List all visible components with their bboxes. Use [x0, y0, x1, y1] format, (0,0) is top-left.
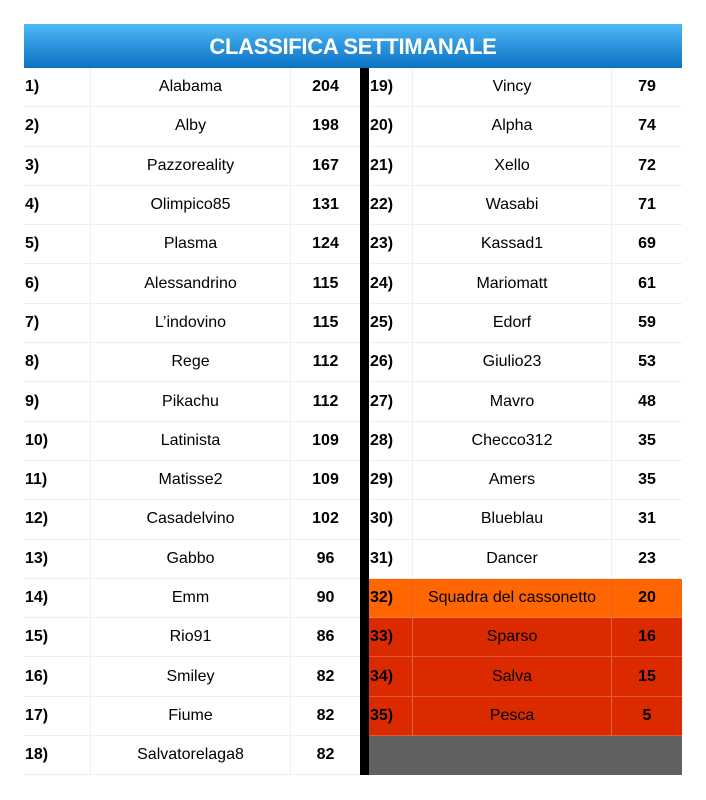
team-name: Squadra del cassonetto — [413, 579, 612, 617]
score: 53 — [638, 353, 656, 371]
score: 115 — [312, 313, 339, 331]
table-row — [369, 461, 682, 500]
score: 74 — [638, 117, 656, 135]
score: 16 — [638, 628, 656, 646]
right-column — [369, 68, 682, 775]
team-name: Edorf — [413, 304, 612, 342]
rank: 16) — [24, 657, 91, 695]
team-name: Latinista — [91, 422, 291, 460]
score: 198 — [312, 117, 339, 135]
table-row — [24, 304, 360, 343]
rank: 5) — [24, 225, 91, 263]
table-row — [24, 422, 360, 461]
score: 71 — [638, 196, 656, 214]
table-row — [369, 540, 682, 579]
score: 79 — [638, 78, 656, 96]
score: 82 — [316, 706, 335, 724]
score: 48 — [638, 392, 656, 410]
table-row — [24, 68, 360, 107]
table-row — [369, 500, 682, 539]
team-name: Amers — [413, 461, 612, 499]
table-row — [369, 343, 682, 382]
team-name: Plasma — [91, 225, 291, 263]
team-name: Fiume — [91, 697, 291, 735]
score: 82 — [316, 746, 335, 764]
team-name: Gabbo — [91, 540, 291, 578]
rank: 12) — [24, 500, 91, 538]
team-name: Emm — [91, 579, 291, 617]
team-name: Xello — [413, 147, 612, 185]
rank: 30) — [369, 500, 413, 538]
team-name: Dancer — [413, 540, 612, 578]
left-column — [24, 68, 360, 775]
score: 167 — [312, 156, 339, 174]
rank: 23) — [369, 225, 413, 263]
score: 59 — [638, 313, 656, 331]
team-name: Kassad1 — [413, 225, 612, 263]
rank: 10) — [24, 422, 91, 460]
team-name: Checco312 — [413, 422, 612, 460]
table-row — [369, 225, 682, 264]
team-name: Salva — [413, 657, 612, 695]
score: 23 — [638, 549, 656, 567]
table-row — [24, 186, 360, 225]
rank: 28) — [369, 422, 413, 460]
table-row — [369, 68, 682, 107]
score: 82 — [316, 667, 335, 685]
score: 90 — [316, 589, 335, 606]
rank: 1) — [24, 68, 91, 106]
table-row — [24, 657, 360, 696]
table-row — [369, 422, 682, 461]
table-row — [24, 225, 360, 264]
table-row — [369, 304, 682, 343]
rank: 25) — [369, 304, 413, 342]
table-row — [24, 107, 360, 146]
table-row — [24, 579, 360, 618]
table-row-relegation — [369, 657, 682, 696]
score: 204 — [312, 78, 339, 96]
leaderboard-title: CLASSIFICA SETTIMANALE — [24, 24, 682, 68]
team-name: Vincy — [413, 68, 612, 106]
rank: 9) — [24, 382, 91, 420]
team-name: Mariomatt — [413, 264, 612, 302]
rank: 20) — [369, 107, 413, 145]
column-divider — [360, 68, 369, 775]
rank: 19) — [369, 68, 413, 106]
rank: 6) — [24, 264, 91, 302]
rank: 29) — [369, 461, 413, 499]
table-row — [24, 540, 360, 579]
score: 86 — [316, 628, 335, 646]
table-row — [24, 343, 360, 382]
table-row — [369, 264, 682, 303]
score: 35 — [638, 431, 656, 449]
table-row — [369, 382, 682, 421]
score: 109 — [312, 431, 339, 449]
score: 131 — [312, 196, 339, 214]
score: 72 — [638, 156, 656, 174]
score: 5 — [642, 706, 652, 724]
table-row — [24, 382, 360, 421]
team-name: Sparso — [413, 618, 612, 656]
team-name: Salvatorelaga8 — [91, 736, 291, 774]
score: 96 — [316, 549, 335, 567]
score: 102 — [312, 510, 339, 528]
rank: 35) — [369, 697, 413, 735]
table-row — [24, 264, 360, 303]
table-row — [24, 618, 360, 657]
team-name: Smiley — [91, 657, 291, 695]
team-name: Casadelvino — [91, 500, 291, 538]
team-name: Rio91 — [91, 618, 291, 656]
score: 61 — [638, 274, 656, 292]
rank: 17) — [24, 697, 91, 735]
table-row — [24, 697, 360, 736]
team-name: Rege — [91, 343, 291, 381]
team-name: Pazzoreality — [91, 147, 291, 185]
rank: 8) — [24, 343, 91, 381]
rank: 3) — [24, 147, 91, 185]
table-row-relegation — [369, 618, 682, 657]
rank: 18) — [24, 736, 91, 774]
score: 20 — [638, 589, 656, 606]
score: 35 — [638, 471, 656, 489]
table-row — [24, 147, 360, 186]
score: 112 — [312, 353, 339, 371]
rank: 33) — [369, 618, 413, 656]
team-name: L’indovino — [91, 304, 291, 342]
team-name: Wasabi — [413, 186, 612, 224]
table-row — [369, 107, 682, 146]
team-name: Olimpico85 — [91, 186, 291, 224]
rank: 11) — [24, 461, 91, 499]
rank: 2) — [24, 107, 91, 145]
rank: 21) — [369, 147, 413, 185]
rank: 14) — [24, 579, 91, 617]
rank: 32) — [369, 579, 413, 617]
rank: 15) — [24, 618, 91, 656]
score: 31 — [638, 510, 656, 528]
score: 15 — [638, 667, 656, 685]
team-name: Giulio23 — [413, 343, 612, 381]
rank: 4) — [24, 186, 91, 224]
table-row — [24, 500, 360, 539]
rank: 7) — [24, 304, 91, 342]
score: 115 — [312, 274, 339, 292]
team-name: Mavro — [413, 382, 612, 420]
team-name: Matisse2 — [91, 461, 291, 499]
empty-row — [369, 736, 682, 775]
team-name: Pesca — [413, 697, 612, 735]
rank: 31) — [369, 540, 413, 578]
table-row — [24, 461, 360, 500]
team-name: Alabama — [91, 68, 291, 106]
team-name: Pikachu — [91, 382, 291, 420]
rank: 13) — [24, 540, 91, 578]
rank: 22) — [369, 186, 413, 224]
team-name: Alby — [91, 107, 291, 145]
team-name: Blueblau — [413, 500, 612, 538]
score: 69 — [638, 235, 656, 253]
score: 112 — [312, 392, 339, 410]
leaderboard — [24, 24, 682, 775]
team-name: Alessandrino — [91, 264, 291, 302]
rank: 34) — [369, 657, 413, 695]
table-row — [369, 186, 682, 225]
table-row — [24, 736, 360, 775]
rank: 26) — [369, 343, 413, 381]
rank: 24) — [369, 264, 413, 302]
score: 109 — [312, 471, 339, 489]
score: 124 — [312, 235, 339, 253]
table-row — [369, 147, 682, 186]
table-row-relegation — [369, 697, 682, 736]
team-name: Alpha — [413, 107, 612, 145]
table-row-warning — [369, 579, 682, 618]
rank: 27) — [369, 382, 413, 420]
